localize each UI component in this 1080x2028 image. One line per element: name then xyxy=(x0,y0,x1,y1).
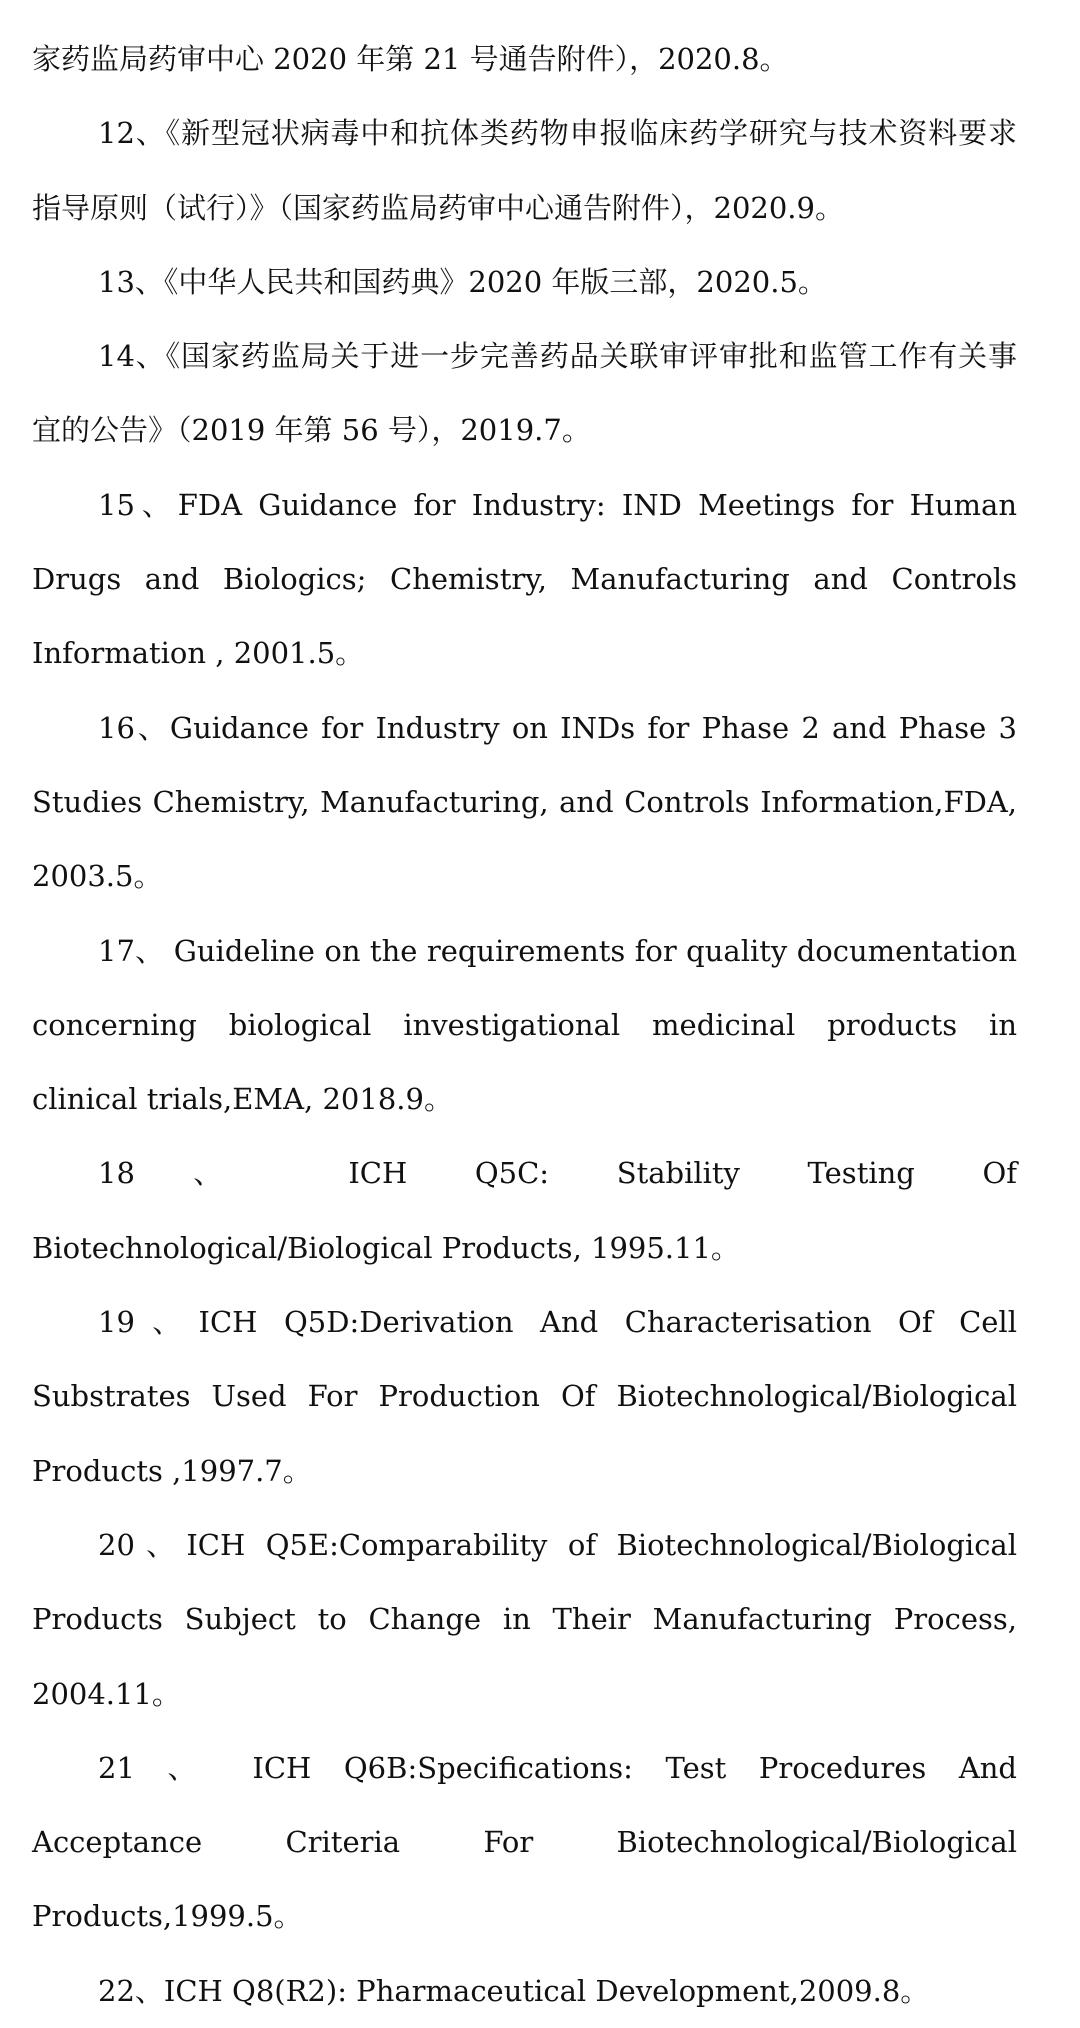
reference-item-11-continuation: 家药监局药审中心 2020 年第 21 号通告附件），2020.8。 xyxy=(32,42,789,76)
reference-item-13: 13、《中华人民共和国药典》2020 年版三部，2020.5。 xyxy=(98,264,827,299)
reference-item-21: 21 、 ICH Q6B:Specifications: Test Procedures And Acceptance Criteria For Biotechnological/Biological Products,1999.5。 xyxy=(32,1750,1017,1934)
reference-item-15: 15、FDA Guidance for Industry: IND Meetings for Human Drugs and Biologics; Chemistry, Manufacturing and Controls Information , 2001.5。 xyxy=(32,487,1017,671)
reference-item-18: 18、 ICH Q5C: Stability Testing Of Biotechnological/Biological Products, 1995.11。 xyxy=(32,1156,1017,1265)
reference-item-12: 12、《新型冠状病毒中和抗体类药物申报临床药学研究与技术资料要求指导原则（试行）》（国家药监局药审中心通告附件），2020.9。 xyxy=(32,116,1017,225)
reference-item-20: 20、ICH Q5E:Comparability of Biotechnological/Biological Products Subject to Change in Their Manufacturing Process, 2004.11。 xyxy=(32,1527,1017,1711)
reference-item-16: 16、Guidance for Industry on INDs for Phase 2 and Phase 3 Studies Chemistry, Manufacturing, and Controls Information,FDA, 2003.5。 xyxy=(32,710,1017,894)
reference-item-17: 17、 Guideline on the requirements for quality documentation concerning biological investigational medicinal products in clinical trials,EMA, 2018.9。 xyxy=(32,933,1017,1117)
reference-item-14: 14、《国家药监局关于进一步完善药品关联审评审批和监管工作有关事宜的公告》（2019 年第 56 号），2019.7。 xyxy=(32,339,1017,448)
reference-list xyxy=(32,22,1017,2028)
reference-item-22: 22、ICH Q8(R2): Pharmaceutical Development,2009.8。 xyxy=(98,1973,930,2008)
reference-item-19: 19、ICH Q5D:Derivation And Characterisation Of Cell Substrates Used For Production Of Biotechnological/Biological Products ,1997.7。 xyxy=(32,1305,1017,1488)
